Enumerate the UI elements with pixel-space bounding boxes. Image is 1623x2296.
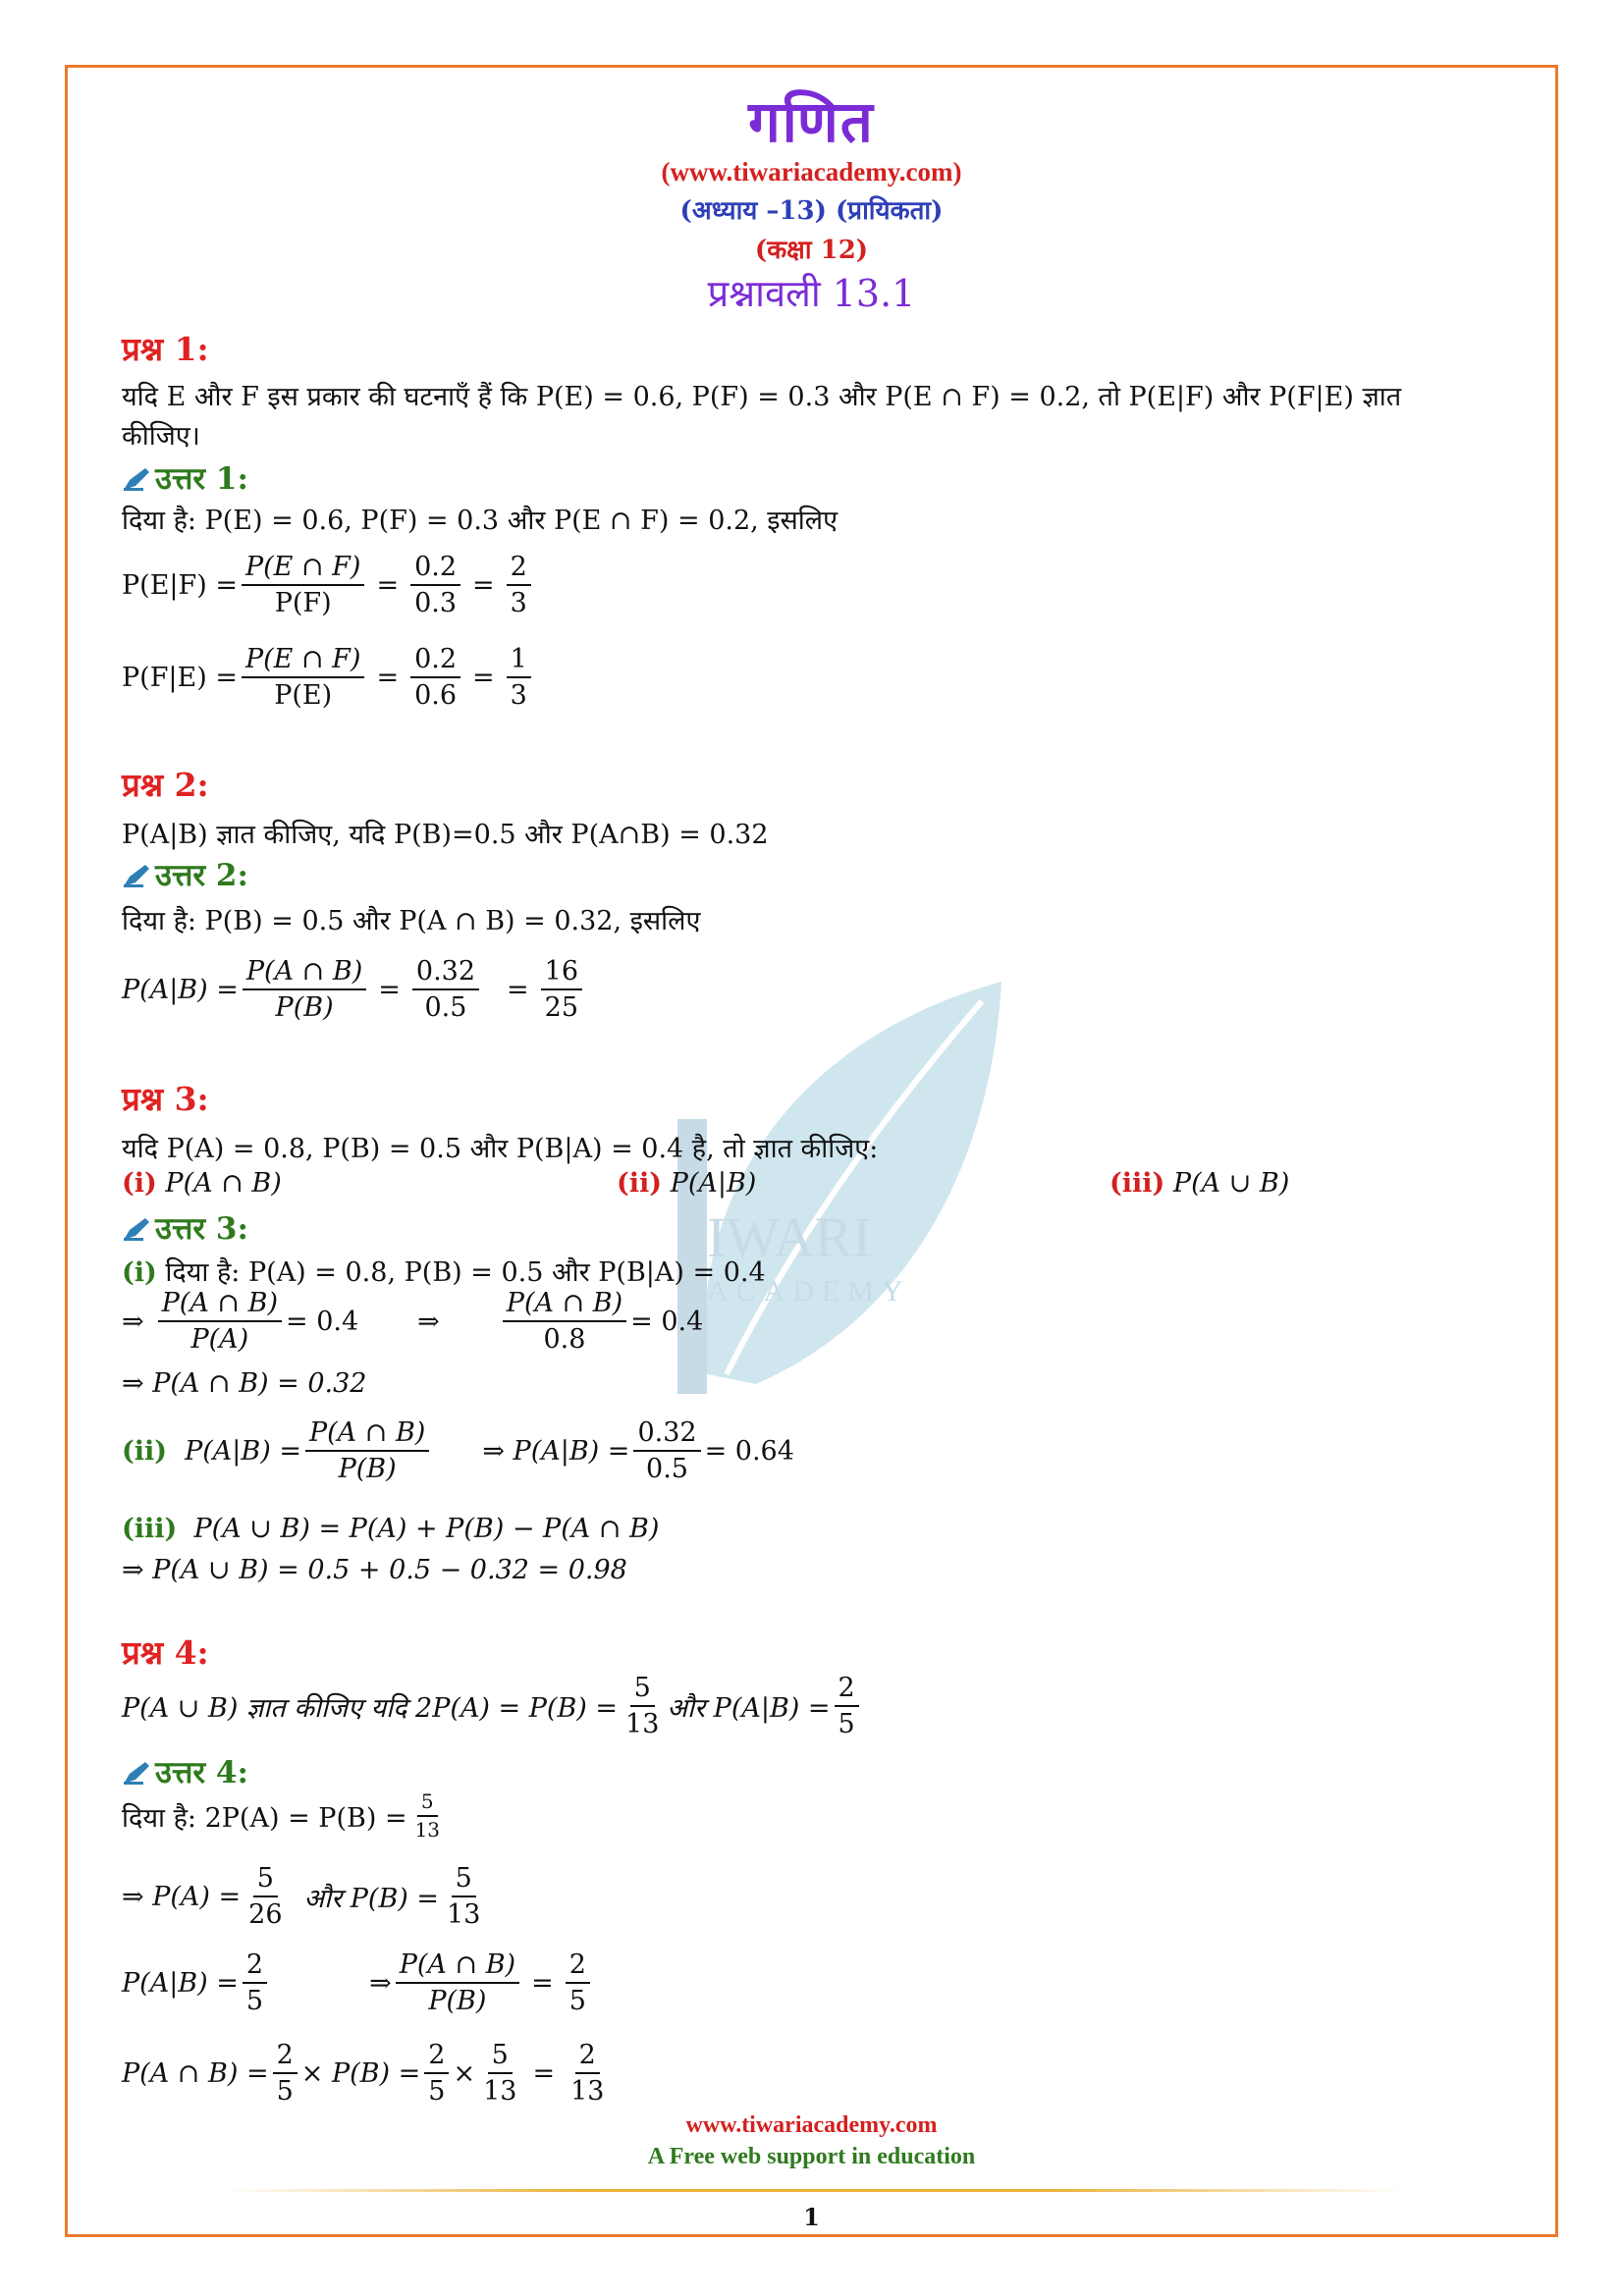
sol-2-b-lhs: ⇒ P(A|B) = [482,1435,630,1467]
eq1-fraction-1-denominator: P(F) [274,588,332,619]
question-1-label: प्रश्न 1: [122,330,209,368]
q2-fraction-1-numerator: P(A ∩ B) [243,956,366,990]
answer-4-step-2: P(A|B) = $\frac{2}{5}$ ⇒ $\frac{P(A \cap B)}{P(B)}$ = $\frac{2}{5}$ [122,1949,594,2016]
answer-1-equation-2: P(F|E) = $\frac{P(E \cap F)}{P(E)}$ = $\frac{0.2}{0.6}$ = $\frac{1}{3}$ [122,644,535,711]
sol-1-fraction-a-rhs: = 0.4 [286,1306,359,1337]
q4-given-denominator: 13 [414,1818,441,1842]
sol-1-fraction-a-denominator: P(A) [190,1324,249,1356]
header-site-link[interactable]: (www.tiwariacademy.com) [661,157,962,187]
part-1-text: P(A ∩ B) [165,1168,282,1199]
q4-given-numerator: 5 [417,1790,438,1817]
exercise-heading: प्रश्नावली 13.1 [707,272,916,315]
part-2-label: (ii) [617,1168,663,1199]
answer-1-label [122,457,248,499]
sol-2-b-fraction-denominator: 0.5 [646,1454,688,1485]
q4-fraction-1-denominator: 13 [625,1709,660,1740]
question-4-text [122,1673,863,1739]
q2-fraction-1-denominator: P(B) [275,992,334,1024]
question-3-part-2 [617,1168,756,1199]
watermark-text-1: IWARI [707,1205,872,1269]
part-3-text: P(A ∪ B) [1172,1168,1290,1199]
watermark-text-2: ACADEMY [707,1275,911,1308]
question-2-label: प्रश्न 2: [122,766,209,804]
page-number: 1 [803,2203,820,2231]
part-1-label: (i) [122,1168,157,1199]
sol-3-line1: P(A ∪ B) = P(A) + P(B) − P(A ∩ B) [193,1514,660,1544]
q4-s2-f2-numerator: P(A ∩ B) [396,1949,519,1984]
q4-s3-f4-denominator: 13 [570,2076,605,2108]
q2-fraction-2-denominator: 0.5 [424,992,467,1024]
answer-3-part-1-step: ⇒ $\frac{P(A \cap B)}{P(A)}$ = 0.4 ⇒ $\frac{P(A \cap B)}{0.8}$ = 0.4 [122,1288,704,1356]
q4-s2-arrow: ⇒ [369,1967,392,1999]
q4-s1-f2-numerator: 5 [452,1863,476,1897]
sol-2-fraction-denominator: P(B) [338,1454,397,1485]
part-3-label: (iii) [1109,1168,1165,1199]
q4-s3-f1-denominator: 5 [276,2076,294,2108]
footer-divider [226,2189,1404,2192]
q4-s2-f3-numerator: 2 [566,1949,590,1984]
footer-site-link[interactable]: www.tiwariacademy.com [685,2112,938,2138]
answer-4-step-3: P(A ∩ B) = $\frac{2}{5}$ × P(B) = $\frac{2}{5}$ × $\frac{5}{13}$ = $\frac{2}{13}$ [122,2040,612,2107]
answer-3-part-1-given [122,1253,766,1289]
eq2-fraction-3-numerator: 1 [507,644,531,678]
sol-1-fraction-a-numerator: P(A ∩ B) [158,1288,282,1322]
sol-2-lhs: P(A|B) = [185,1435,301,1467]
class-heading: (कक्षा 12) [754,236,869,265]
q2-eq-lhs: P(A|B) = [122,974,239,1005]
q4-s2-f1-numerator: 2 [243,1949,267,1984]
sol-1-label: (i) [122,1257,157,1288]
eq1-fraction-3-numerator: 2 [507,552,531,586]
pen-icon [122,466,151,492]
q4-s3-lhs: P(A ∩ B) = [122,2057,269,2089]
q4-s3-f3-denominator: 13 [483,2076,517,2108]
sol-1-fraction-b-denominator: 0.8 [543,1324,586,1356]
answer-4-label-text: उत्तर 4: [155,1755,248,1790]
answer-1-label-text: उत्तर 1: [155,461,248,497]
eq2-fraction-1-denominator: P(E) [274,680,333,712]
question-3-label: प्रश्न 3: [122,1080,209,1118]
q4-given-text: दिया है: 2P(A) = P(B) = [122,1802,407,1834]
page-title: गणित [748,88,875,155]
eq1-fraction-2-denominator: 0.3 [414,588,458,619]
answer-3-part-1-result: ⇒ P(A ∩ B) = 0.32 [122,1368,367,1399]
q4-s1-f1-numerator: 5 [253,1863,278,1897]
answer-1-given: दिया है: P(E) = 0.6, P(F) = 0.3 और P(E ∩ F) = 0.2, इसलिए [122,506,839,536]
question-4-label: प्रश्न 4: [122,1633,209,1672]
sol-3-label: (iii) [122,1514,178,1544]
q4-s2-f2-denominator: P(B) [428,1986,487,2017]
question-1-text-line1: यदि E और F इस प्रकार की घटनाएँ हैं कि P(E) = 0.6, P(F) = 0.3 और P(E ∩ F) = 0.2, तो P(E|F) और P(F|E) ज्ञात [122,382,1402,412]
answer-3-part-3-line2: ⇒ P(A ∪ B) = 0.5 + 0.5 − 0.32 = 0.98 [122,1555,627,1585]
q4-s1-f2-denominator: 13 [447,1899,481,1931]
q4-text-b: और P(A|B) = [667,1692,831,1724]
answer-3-part-3-line1 [122,1514,659,1544]
question-3-part-3 [1109,1168,1289,1199]
question-3-text: यदि P(A) = 0.8, P(B) = 0.5 और P(B|A) = 0.4 है, तो ज्ञात कीजिए: [122,1134,879,1164]
sol-2-label: (ii) [122,1435,168,1467]
q2-fraction-3-denominator: 25 [544,992,578,1024]
sol-1-fraction-b-numerator: P(A ∩ B) [503,1288,626,1322]
q2-fraction-3-numerator: 16 [541,956,582,990]
q4-s2-f1-denominator: 5 [245,1986,264,2017]
eq1-fraction-1-numerator: P(E ∩ F) [242,552,364,586]
answer-3-label [122,1207,248,1249]
answer-4-given [122,1790,448,1842]
answer-2-equation: P(A|B) = $\frac{P(A \cap B)}{P(B)}$ = $\frac{0.32}{0.5}$ = $\frac{16}{25}$ [122,956,586,1023]
q4-text-a: P(A ∪ B) ज्ञात कीजिए यदि 2P(A) = P(B) = [122,1692,619,1724]
answer-2-given: दिया है: P(B) = 0.5 और P(A ∩ B) = 0.32, इसलिए [122,906,701,936]
q4-s3-mid: × P(B) = [300,2057,421,2089]
eq1-fraction-2-numerator: 0.2 [410,552,460,586]
eq1-fraction-3-denominator: 3 [510,588,527,619]
question-3-part-1 [122,1168,282,1199]
eq1-lhs: P(E|F) = [122,569,238,601]
answer-3-label-text: उत्तर 3: [155,1211,248,1247]
q4-s2-lhs: P(A|B) = [122,1967,239,1999]
q4-s3-times: × [453,2057,476,2089]
sol-2-fraction-numerator: P(A ∩ B) [305,1417,429,1452]
q2-fraction-2-numerator: 0.32 [412,956,479,990]
answer-2-label [122,854,248,895]
sol-1-given-text: दिया है: P(A) = 0.8, P(B) = 0.5 और P(B|A) = 0.4 [165,1257,766,1288]
q4-s3-f2-denominator: 5 [428,2076,446,2108]
eq2-lhs: P(F|E) = [122,662,238,693]
q4-fraction-2-denominator: 5 [838,1709,855,1740]
pen-icon [122,863,151,888]
q4-fraction-1-numerator: 5 [630,1673,655,1707]
q4-s3-f4-numerator: 2 [575,2040,600,2074]
q4-s3-f1-numerator: 2 [273,2040,298,2074]
eq2-fraction-2-denominator: 0.6 [414,680,458,712]
q4-s2-f3-denominator: 5 [568,1986,586,2017]
pen-icon [122,1760,151,1786]
sol-2-b-rhs: = 0.64 [704,1435,794,1467]
chapter-heading: (अध्याय –13) (प्रायिकता) [679,196,944,226]
answer-3-part-2 [122,1417,794,1484]
pen-icon [122,1216,151,1242]
q4-s3-f3-numerator: 5 [488,2040,513,2074]
eq2-fraction-3-denominator: 3 [510,680,527,712]
answer-1-equation-1: P(E|F) = $\frac{P(E \cap F)}{P(F)}$ = $\frac{0.2}{0.3}$ = $\frac{2}{3}$ [122,552,535,618]
answer-2-label-text: उत्तर 2: [155,858,248,893]
question-2-text: P(A|B) ज्ञात कीजिए, यदि P(B)=0.5 और P(A∩B) = 0.32 [122,820,769,850]
q4-s1-b: और P(B) = [303,1883,440,1914]
footer-tagline: A Free web support in education [647,2144,976,2169]
sol-1-fraction-b-rhs: = 0.4 [630,1306,704,1337]
q4-s1-a: ⇒ P(A) = [122,1881,242,1912]
eq2-fraction-2-numerator: 0.2 [410,644,460,678]
eq2-fraction-1-numerator: P(E ∩ F) [242,644,364,678]
sol-2-b-fraction-numerator: 0.32 [633,1417,700,1452]
q4-fraction-2-numerator: 2 [835,1673,859,1707]
answer-4-label [122,1751,248,1792]
question-1-text-line2: कीजिए। [122,421,200,452]
part-2-text: P(A|B) [670,1168,757,1199]
q4-s3-f2-numerator: 2 [424,2040,449,2074]
answer-4-step-1 [122,1863,488,1930]
q4-s1-f1-denominator: 26 [248,1899,283,1931]
